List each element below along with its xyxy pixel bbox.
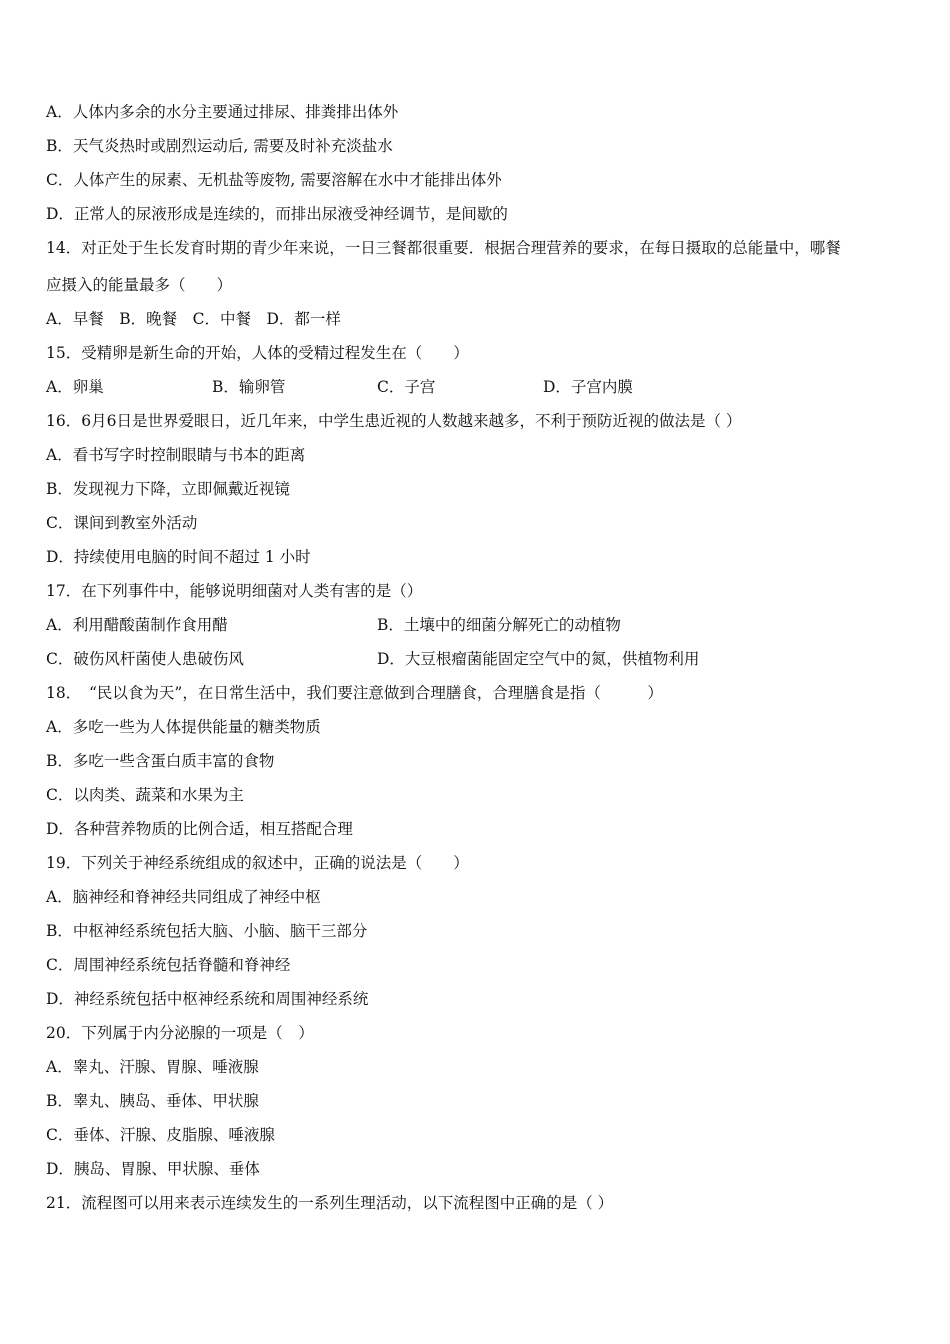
q20-option-a: A．睾丸、汗腺、胃腺、唾液腺 bbox=[46, 1058, 259, 1076]
q15-stem: 15．受精卵是新生命的开始，人体的受精过程发生在（ ） bbox=[46, 344, 469, 362]
q17-option-d: D．大豆根瘤菌能固定空气中的氮，供植物利用 bbox=[377, 650, 700, 668]
q13-option-d: D．正常人的尿液形成是连续的，而排出尿液受神经调节，是间歇的 bbox=[46, 205, 508, 223]
q19-option-a: A．脑神经和脊神经共同组成了神经中枢 bbox=[46, 888, 321, 906]
q16-option-d: D．持续使用电脑的时间不超过 1 小时 bbox=[46, 548, 311, 566]
q18-option-c: C．以肉类、蔬菜和水果为主 bbox=[46, 786, 244, 804]
q13-option-c: C．人体产生的尿素、无机盐等废物, 需要溶解在水中才能排出体外 bbox=[46, 171, 502, 189]
q19-option-d: D．神经系统包括中枢神经系统和周围神经系统 bbox=[46, 990, 369, 1008]
q16-option-b: B．发现视力下降，立即佩戴近视镜 bbox=[46, 480, 290, 498]
q20-stem: 20．下列属于内分泌腺的一项是（ ） bbox=[46, 1024, 314, 1042]
q15-option-a: A．卵巢 bbox=[46, 378, 104, 396]
q21-stem: 21．流程图可以用来表示连续发生的一系列生理活动，以下流程图中正确的是（ ） bbox=[46, 1194, 614, 1212]
q14-options: A．早餐 B．晚餐 C．中餐 D．都一样 bbox=[46, 310, 341, 328]
q18-option-a: A．多吃一些为人体提供能量的糖类物质 bbox=[46, 718, 321, 736]
q15-option-c: C．子宫 bbox=[377, 378, 436, 396]
q18-option-d: D．各种营养物质的比例合适，相互搭配合理 bbox=[46, 820, 353, 838]
q20-option-d: D．胰岛、胃腺、甲状腺、垂体 bbox=[46, 1160, 260, 1178]
q17-option-a: A．利用醋酸菌制作食用醋 bbox=[46, 616, 228, 634]
q16-option-a: A．看书写字时控制眼睛与书本的距离 bbox=[46, 446, 306, 464]
q17-option-c: C．破伤风杆菌使人患破伤风 bbox=[46, 650, 244, 668]
q13-option-a: A．人体内多余的水分主要通过排尿、排粪排出体外 bbox=[46, 103, 399, 121]
q15-option-b: B．输卵管 bbox=[212, 378, 286, 396]
q19-option-c: C．周围神经系统包括脊髓和脊神经 bbox=[46, 956, 291, 974]
q14-stem-line2: 应摄入的能量最多（ ） bbox=[46, 276, 233, 294]
q18-stem: 18． “民以食为天”，在日常生活中，我们要注意做到合理膳食，合理膳食是指（ ） bbox=[46, 684, 663, 702]
q13-option-b: B．天气炎热时或剧烈运动后, 需要及时补充淡盐水 bbox=[46, 137, 393, 155]
q17-option-b: B．土壤中的细菌分解死亡的动植物 bbox=[377, 616, 621, 634]
q20-option-b: B．睾丸、胰岛、垂体、甲状腺 bbox=[46, 1092, 259, 1110]
q16-option-c: C．课间到教室外活动 bbox=[46, 514, 198, 532]
q16-stem: 16．6月6日是世界爱眼日，近几年来，中学生患近视的人数越来越多，不利于预防近视的做法是（ ） bbox=[46, 412, 742, 430]
q14-stem-line1: 14．对正处于生长发育时期的青少年来说，一日三餐都很重要．根据合理营养的要求，在每日摄取的总能量中，哪餐 bbox=[46, 239, 841, 257]
q20-option-c: C．垂体、汗腺、皮脂腺、唾液腺 bbox=[46, 1126, 275, 1144]
q17-stem: 17．在下列事件中，能够说明细菌对人类有害的是（） bbox=[46, 582, 423, 600]
q18-option-b: B．多吃一些含蛋白质丰富的食物 bbox=[46, 752, 275, 770]
q15-option-d: D．子宫内膜 bbox=[543, 378, 633, 396]
q19-stem: 19．下列关于神经系统组成的叙述中，正确的说法是（ ） bbox=[46, 854, 469, 872]
q19-option-b: B．中枢神经系统包括大脑、小脑、脑干三部分 bbox=[46, 922, 368, 940]
